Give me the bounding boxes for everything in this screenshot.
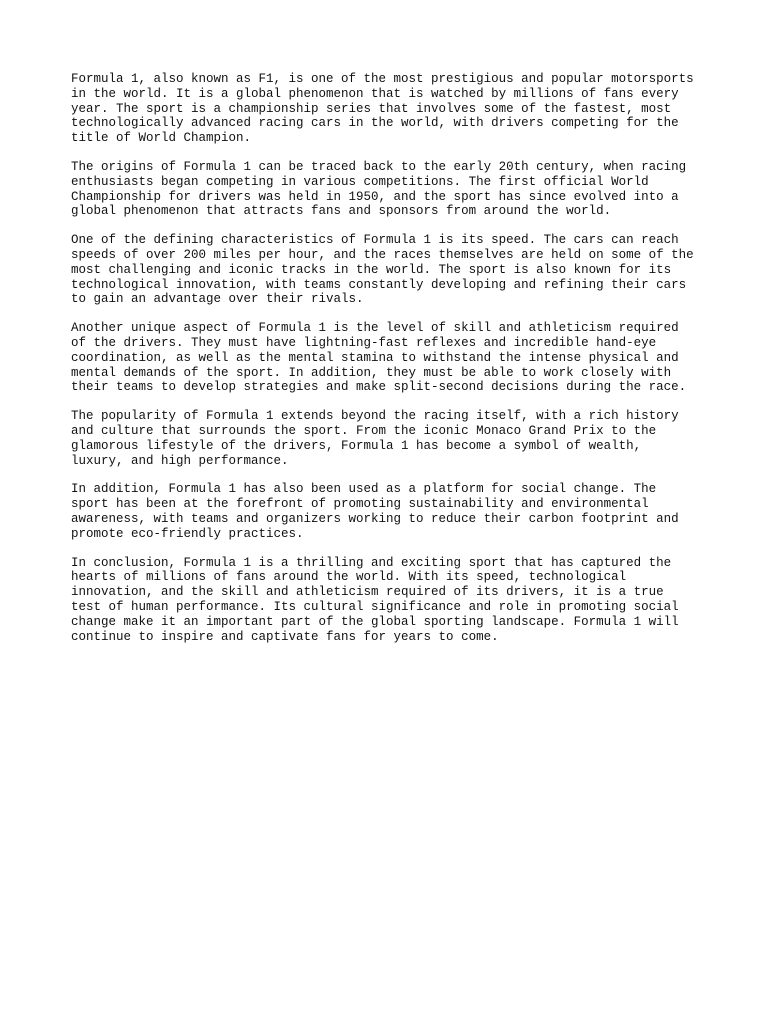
paragraph-4: Another unique aspect of Formula 1 is the level of skill and athleticism required of the drivers. They must have lightning-fast reflexes and incredible hand-eye coordination, as well as the mental stamina to withstand the intense physical and mental demands of the sport. In addition, they must be able to work closely with their teams to develop strategies and make split-second decisions during the race.: [71, 321, 687, 395]
paragraph-3: One of the defining characteristics of Formula 1 is its speed. The cars can reach speeds of over 200 miles per hour, and the races themselves are held on some of the most challenging and iconic tracks in the world. The sport is also known for its technological innovation, with teams constantly developing and refining their cars to gain an advantage over their rivals.: [71, 233, 694, 307]
paragraph-2: The origins of Formula 1 can be traced back to the early 20th century, when racing enthusiasts began competing in various competitions. The first official World Championship for drivers was held in 1950, and the sport has since evolved into a global phenomenon that attracts fans and sponsors from around the world.: [71, 159, 687, 219]
paragraph-5: The popularity of Formula 1 extends beyond the racing itself, with a rich history and culture that surrounds the sport. From the iconic Monaco Grand Prix to the glamorous lifestyle of the drivers, Formula 1 has become a symbol of wealth, luxury, and high performance.: [71, 409, 679, 468]
paragraph-6: In addition, Formula 1 has also been used as a platform for social change. The sport has been at the forefront of promoting sustainability and environmental awareness, with teams and organizers working to reduce their carbon footprint and promote eco-friendly practices.: [71, 482, 679, 541]
document-page: [71, 72, 711, 658]
paragraph-1: Formula 1, also known as F1, is one of the most prestigious and popular motorsports in the world. It is a global phenomenon that is watched by millions of fans every year. The sport is a championship series that involves some of the fastest, most technologically advanced racing cars in the world, with drivers competing for the title of World Champion.: [71, 72, 694, 146]
paragraph-7: In conclusion, Formula 1 is a thrilling and exciting sport that has captured the hearts of millions of fans around the world. With its speed, technological innovation, and the skill and athleticism required of its drivers, it is a true test of human performance. Its cultural significance and role in promoting social change make it an important part of the global sporting landscape. Formula 1 will continue to inspire and captivate fans for years to come.: [71, 555, 679, 644]
